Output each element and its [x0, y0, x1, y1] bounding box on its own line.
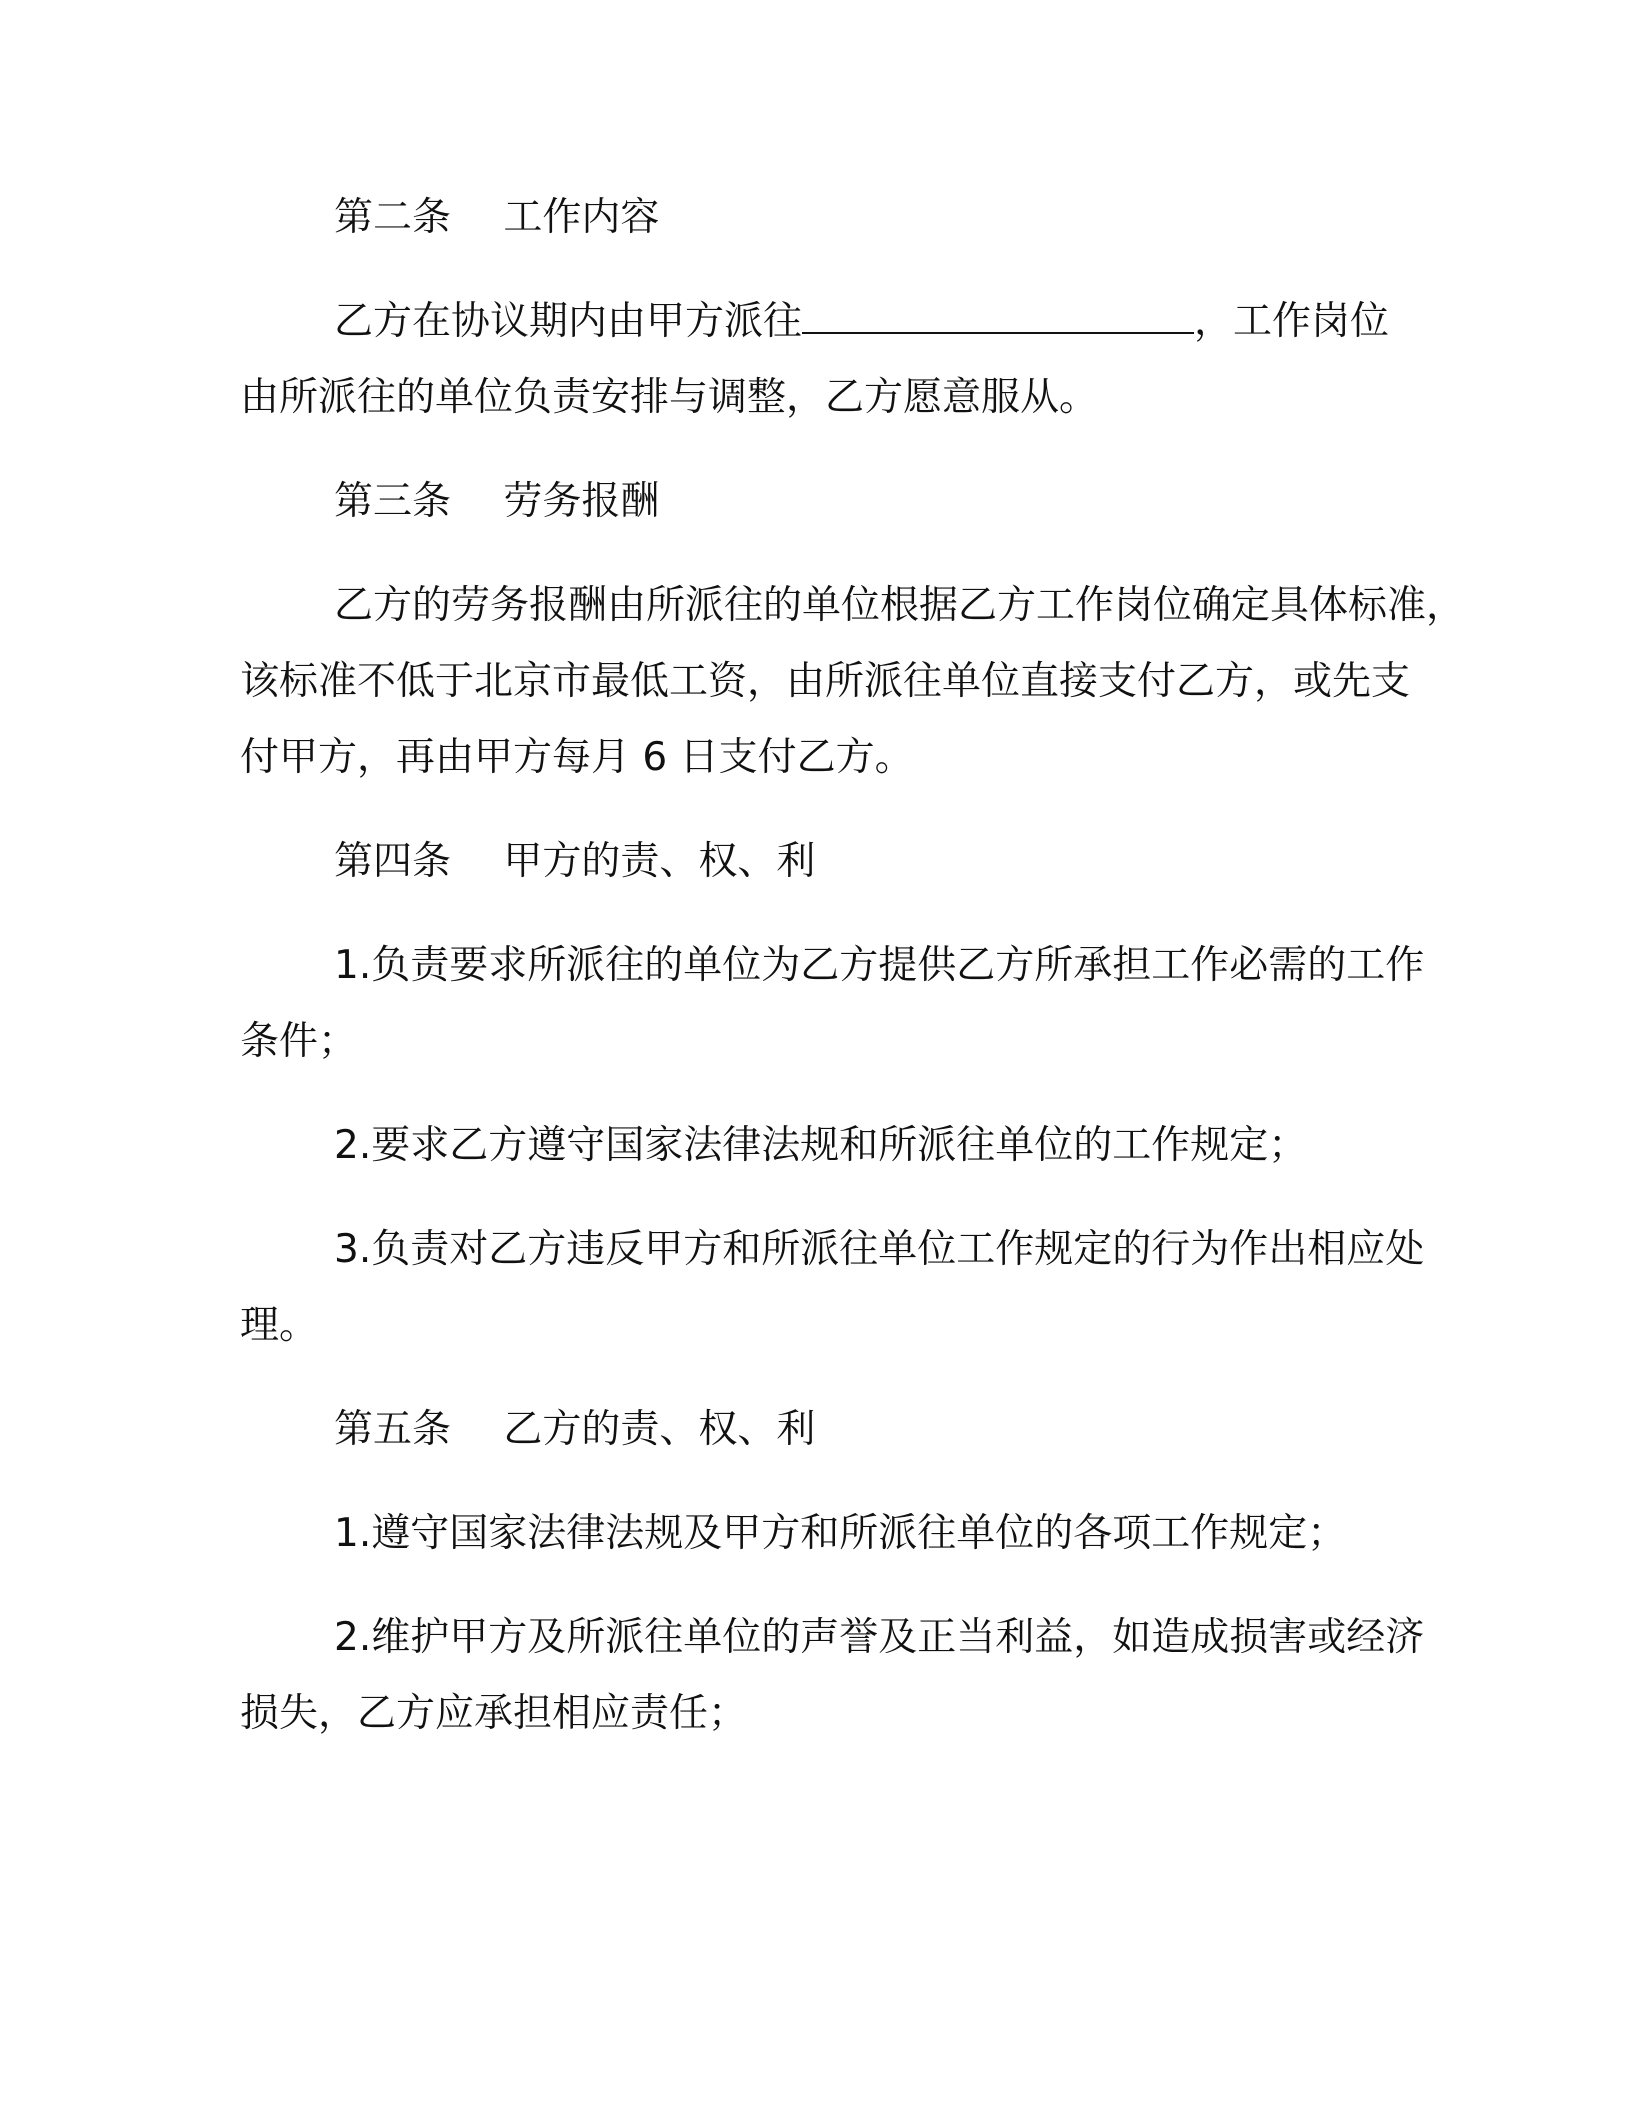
article-4-item-1-line-2: 条件；: [240, 1019, 358, 1064]
article-3-body-line-3: 付甲方，再由甲方每月 6 日支付乙方。: [240, 735, 914, 780]
article-2-body-line-1: [334, 296, 1389, 348]
article-5-item-2-line-1: 2.维护甲方及所派往单位的声誉及正当利益，如造成损害或经济: [334, 1615, 1425, 1660]
article-4-label: 第四条: [334, 839, 452, 884]
article-3-body-line-1: 乙方的劳务报酬由所派往的单位根据乙方工作岗位确定具体标准，: [334, 583, 1466, 628]
article-2-title: 工作内容: [503, 195, 660, 240]
article-2-heading: [334, 192, 659, 244]
article-5-item-2-line-2: 损失，乙方应承担相应责任；: [240, 1691, 748, 1736]
article-2-body-line-2: 由所派往的单位负责安排与调整，乙方愿意服从。: [240, 375, 1099, 420]
article-2-body-after-blank: ，工作岗位: [1194, 299, 1390, 344]
article-5-title: 乙方的责、权、利: [503, 1407, 816, 1452]
article-4-item-3-line-2: 理。: [240, 1303, 319, 1348]
article-3-heading: [334, 476, 659, 528]
article-4-item-3-line-1: 3.负责对乙方违反甲方和所派往单位工作规定的行为作出相应处: [334, 1227, 1425, 1272]
article-4-heading: [334, 836, 815, 888]
article-4-item-1-line-1: 1.负责要求所派往的单位为乙方提供乙方所承担工作必需的工作: [334, 943, 1425, 988]
article-5-item-1-line-1: 1.遵守国家法律法规及甲方和所派往单位的各项工作规定；: [334, 1511, 1347, 1556]
fill-in-blank: [802, 298, 1194, 334]
article-5-label: 第五条: [334, 1407, 452, 1452]
article-5-heading: [334, 1404, 815, 1456]
article-3-body-line-2: 该标准不低于北京市最低工资，由所派往单位直接支付乙方，或先支: [240, 659, 1411, 704]
article-3-title: 劳务报酬: [503, 479, 660, 524]
article-2-body-before-blank: 乙方在协议期内由甲方派往: [334, 299, 803, 344]
article-4-item-2-line-1: 2.要求乙方遵守国家法律法规和所派往单位的工作规定；: [334, 1123, 1308, 1168]
article-3-label: 第三条: [334, 479, 452, 524]
article-2-label: 第二条: [334, 195, 452, 240]
article-4-title: 甲方的责、权、利: [503, 839, 816, 884]
